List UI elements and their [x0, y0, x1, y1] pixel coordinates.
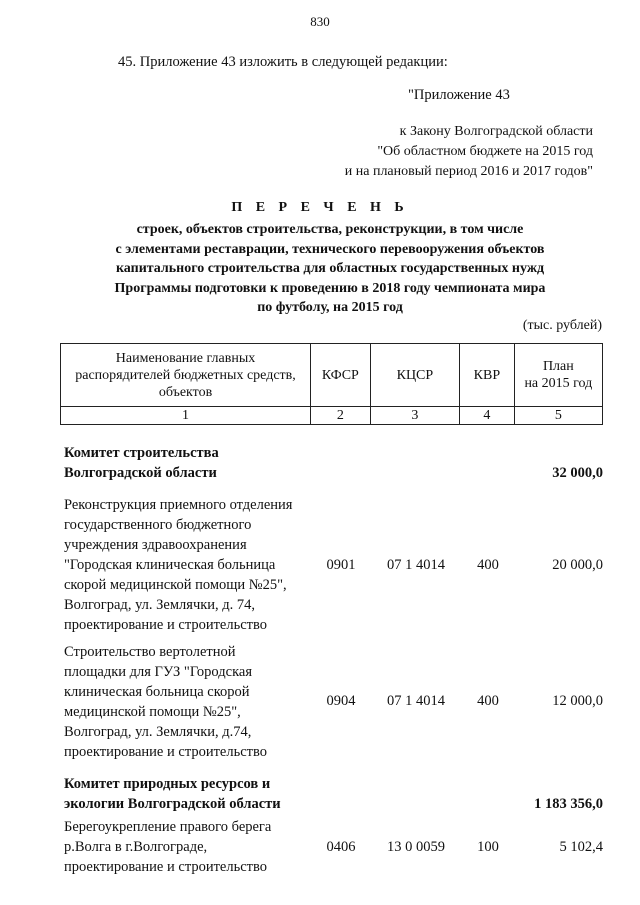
subtitle-line: с элементами реставрации, технического перевооружения объектов	[115, 241, 545, 257]
group-name-line: Комитет природных ресурсов и	[64, 776, 271, 792]
header-plan-line: на 2015 год	[524, 376, 593, 391]
table-row-group	[60, 443, 603, 483]
group-plan-total: 1 183 356,0	[534, 796, 603, 812]
table-row-group	[60, 774, 603, 814]
object-name-line: скорой медицинской помощи №25",	[64, 577, 287, 593]
subtitle-line: капитального строительства для областных государственных нужд	[115, 261, 545, 277]
page-number: 830	[310, 14, 330, 29]
kcsr-value: 07 1 4014	[387, 693, 445, 709]
group-name-line: Комитет строительства	[64, 445, 219, 461]
list-subtitle	[60, 220, 600, 318]
object-name-line: Берегоукрепление правого берега	[64, 819, 272, 835]
object-name-line: учреждения здравоохранения	[64, 537, 247, 553]
header-name-line: Наименование главных	[115, 350, 256, 366]
object-name-line: государственного бюджетного	[64, 517, 252, 533]
object-name-line: Волгоград, ул. Землячки, д.74,	[64, 724, 252, 740]
object-name-line: Волгоград, ул. Землячки, д. 74,	[64, 597, 256, 613]
plan-value: 5 102,4	[559, 839, 603, 855]
kfsr-value: 0901	[326, 557, 356, 573]
group-name-line: Волгоградской области	[64, 465, 217, 481]
column-number: 3	[370, 407, 459, 425]
plan-value: 12 000,0	[552, 693, 603, 709]
header-name-line: распорядителей бюджетных средств,	[75, 367, 296, 383]
table-row	[60, 642, 603, 762]
header-name-line: объектов	[158, 384, 213, 400]
kfsr-value: 0904	[326, 693, 356, 709]
kvr-value: 100	[477, 839, 499, 855]
table-row	[60, 817, 603, 877]
intro-line: 45. Приложение 43 изложить в следующей редакции:	[118, 54, 448, 70]
plan-value: 20 000,0	[552, 557, 603, 573]
subtitle-line: по футболу, на 2015 год	[257, 300, 403, 316]
object-name	[64, 817, 314, 877]
header-kvr: КВР	[460, 344, 515, 407]
object-name-line: площадки для ГУЗ "Городская	[64, 664, 253, 680]
list-title: П Е Р Е Ч Е Н Ь	[231, 200, 409, 215]
kfsr-value: 0406	[326, 839, 356, 855]
object-name	[64, 642, 314, 762]
header-name	[61, 344, 311, 407]
group-name-line: экологии Волгоградской области	[64, 796, 281, 812]
subtitle-line: строек, объектов строительства, реконструкции, в том числе	[136, 222, 524, 237]
appendix-title: "Приложение 43	[408, 87, 510, 103]
appendix-reference	[335, 122, 593, 182]
kcsr-value: 13 0 0059	[387, 839, 445, 855]
header-plan	[514, 344, 602, 407]
object-name-line: проектирование и строительство	[64, 859, 267, 875]
object-name-line: "Городская клиническая больница	[64, 557, 276, 573]
object-name-line: р.Волга в г.Волгограде,	[64, 839, 208, 855]
object-name-line: Строительство вертолетной	[64, 644, 236, 660]
column-number: 1	[61, 407, 311, 425]
header-plan-line: План	[542, 359, 574, 374]
appendix-ref-line: к Закону Волгоградской области	[399, 124, 593, 139]
appendix-ref-line: и на плановый период 2016 и 2017 годов"	[344, 164, 593, 179]
group-name	[64, 443, 314, 483]
object-name-line: клиническая больница скорой	[64, 684, 250, 700]
column-number: 5	[514, 407, 602, 425]
kcsr-value: 07 1 4014	[387, 557, 445, 573]
units-label: (тыс. рублей)	[522, 318, 602, 333]
object-name-line: медицинской помощи №25",	[64, 704, 241, 720]
header-kfsr: КФСР	[311, 344, 371, 407]
table-row	[60, 495, 603, 635]
appendix-ref-line: "Об областном бюджете на 2015 год	[377, 144, 593, 159]
header-kcsr: КЦСР	[370, 344, 459, 407]
object-name-line: проектирование и строительство	[64, 744, 267, 760]
group-plan-total: 32 000,0	[552, 465, 603, 481]
group-name	[64, 774, 314, 814]
column-number: 2	[311, 407, 371, 425]
column-number: 4	[460, 407, 515, 425]
kvr-value: 400	[477, 693, 499, 709]
object-name-line: проектирование и строительство	[64, 617, 267, 633]
table-header	[60, 343, 603, 425]
object-name	[64, 495, 314, 635]
subtitle-line: Программы подготовки к проведению в 2018 году чемпионата мира	[114, 280, 546, 296]
kvr-value: 400	[477, 557, 499, 573]
object-name-line: Реконструкция приемного отделения	[64, 497, 293, 513]
